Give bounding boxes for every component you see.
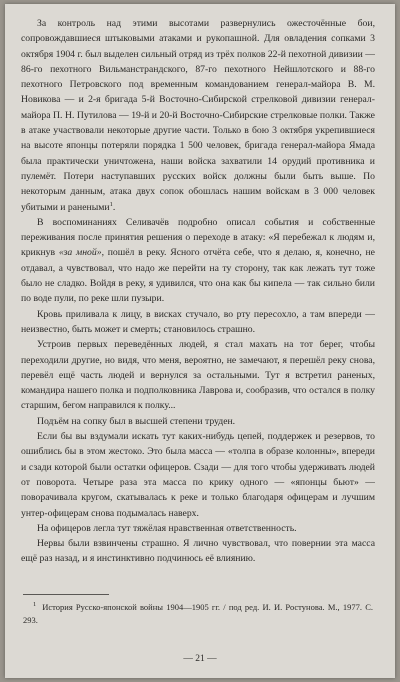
- body-text: [21, 16, 375, 567]
- paragraph: [21, 16, 375, 215]
- paragraph: Нервы были взвинчены страшно. Я лично чувствовал, что повернии эта масса ещё раз назад, и я инстинктивно подчинюсь её влиянию.: [21, 538, 375, 565]
- paragraph-text: В воспоминаниях Селивачёв подробно описал события и собственные переживания после принятия решения о переходе в атаку: «Я перебежал к людям и, крикнув: [21, 216, 375, 259]
- paragraph: На офицеров легла тут тяжёлая нравственная ответственность.: [37, 522, 297, 534]
- paragraph: Устроив первых переведённых людей, я стал махать на тот берег, чтобы переходили другие, но видя, что меня, вероятно, не замечают, я перешёл реку снова, перевёл ещё часть людей и вернулся за остальными. Тут я встретил раненых, командира нашего полка и подполковника Лаврова и, сообразив, что остался в полку старшим, бегом направился к полку...: [21, 339, 375, 412]
- book-page: [5, 4, 395, 678]
- paragraph-end: .: [112, 201, 116, 213]
- paragraph: Подъём на сопку был в высшей степени труден.: [37, 415, 236, 427]
- paragraph: Если бы вы вздумали искать тут каких-нибудь цепей, поддержек и резервов, то ошиблись бы в этом жестоко. Это была масса — «толпа в образе колонны», впереди и сзади которой были остатки офицеров. Сзади — для того чтобы удерживать людей от поворота. Четыре раза эта масса по крику одного — «японцы бьют» — поворачивала кругом, скатывалась к реке и только благодаря офицерам и лучшим унтер-офицерам снова подымалась наверх.: [21, 431, 375, 519]
- paragraph: [21, 215, 375, 307]
- paragraph-text-rest: , пошёл в реку. Ясного отчёта себе, что я делаю, я, конечно, не отдавал, а чувствовал, что надо же перейти на ту сторону, так как лежать тут тоже было не сладко. Войдя в реку, я удивился, что она как бы кипела — так сильно били по воде пули, по реке шли пузыри.: [21, 247, 375, 305]
- page-number: — 21 —: [183, 654, 217, 664]
- footnote-mark: 1: [33, 601, 37, 609]
- footnote-divider: [23, 594, 109, 595]
- emphasis-quote: «за мной»: [58, 247, 102, 259]
- footnote: [23, 601, 373, 626]
- footnote-ref: 1: [109, 200, 113, 208]
- paragraph-text: За контроль над этими высотами развернулись ожесточённые бои, сопровождавшиеся штыковыми атаками и рукопашной. Для овладения сопками 3 октября 1904 г. был выделен сильный отряд из трёх полков 22-й пехотной дивизии — 86-го пехотного Вильманстрандского, 87-го пехотного Нейшлотского и 88-го пехотного Петровского под временным командованием генерал-майора В. М. Новикова — и 2-я бригада 5-й Восточно-Сибирской стрелковой дивизии генерал-майора П. Н. Путилова — 19-й и 20-й Восточно-Сибирские стрелковые полки. Также в атаке участвовали некоторые другие части. Только в бою 3 октября укрепившиеся на высоте японцы потеряли порядка 1 500 человек, бригада генерал-майора Ямада была практически уничтожена, наши войска захватили 14 орудий противника и пулемёт. Потери наступавших русских войск должны были быть выше. По некоторым данным, атака двух сопок обошлась нашим войскам в 3 000 человек убитыми и ранеными: [21, 18, 375, 213]
- paragraph: Кровь приливала к лицу, в висках стучало, во рту пересохло, а там впереди — неизвестно, быть может и смерть; становилось страшно.: [21, 308, 375, 335]
- footnote-text: История Русско-японской войны 1904—1905 гг. / под ред. И. И. Ростунова. М., 1977. С. 293.: [23, 602, 373, 625]
